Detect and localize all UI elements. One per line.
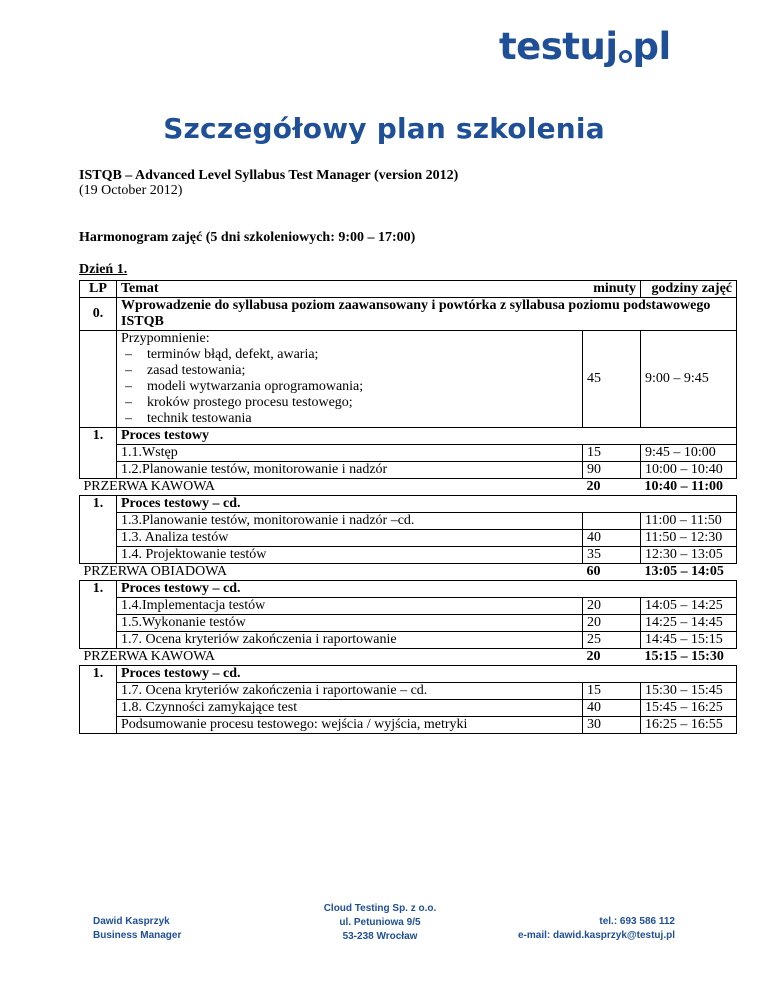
section4-lp: 1. — [80, 666, 117, 683]
table-row: 1.1.Wstęp 15 9:45 – 10:00 — [80, 445, 737, 462]
table-row — [80, 298, 737, 331]
footer-contact-person — [93, 915, 181, 943]
schedule-heading: Harmonogram zajęć (5 dni szkoleniowych: 9:00 – 17:00) — [79, 230, 416, 245]
section4-title: Proces testowy – cd. — [117, 666, 737, 683]
testuj-logo — [499, 22, 699, 72]
section2-lp: 1. — [80, 496, 117, 513]
intro-title: Wprowadzenie do syllabusa poziom zaawansowany i powtórka z syllabusa poziomu podstawowego ISTQB — [117, 298, 737, 331]
intro-hours: 9:00 – 9:45 — [641, 331, 737, 428]
list-item: – technik testowania — [125, 411, 252, 426]
day-label: Dzień 1. — [79, 262, 128, 277]
break-minutes: 20 — [586, 649, 601, 664]
table-row: Podsumowanie procesu testowego: wejścia / wyjścia, metryki 30 16:25 – 16:55 — [80, 717, 737, 734]
table-row: 1.5.Wykonanie testów 20 14:25 – 14:45 — [80, 615, 737, 632]
logo-text-main: testuj — [499, 25, 618, 68]
break-hours: 10:40 – 11:00 — [644, 479, 724, 494]
header-minutes: minuty — [583, 281, 641, 298]
section1-title: Proces testowy — [117, 428, 737, 445]
syllabus-title: ISTQB – Advanced Level Syllabus Test Manager (version 2012) — [79, 168, 459, 183]
magnifier-dot-icon — [619, 50, 632, 63]
break-hours: 15:15 – 15:30 — [644, 649, 724, 664]
section3-title: Proces testowy – cd. — [117, 581, 737, 598]
header-lp: LP — [80, 281, 117, 298]
table-row: 1.4.Implementacja testów 20 14:05 – 14:25 — [80, 598, 737, 615]
schedule-table — [79, 280, 737, 734]
intro-lp: 0. — [80, 298, 117, 331]
footer-email: e-mail: dawid.kasprzyk@testuj.pl — [517, 930, 675, 941]
section1-lp: 1. — [80, 428, 117, 445]
page-title: Szczegółowy plan szkolenia — [163, 112, 605, 145]
break-minutes: 20 — [586, 479, 601, 494]
table-row — [80, 331, 737, 428]
break-hours: 13:05 – 14:05 — [644, 564, 724, 579]
footer-street: ul. Petuniowa 9/5 — [339, 917, 421, 928]
break-label: PRZERWA OBIADOWA — [83, 564, 228, 579]
section3-lp: 1. — [80, 581, 117, 598]
break-row — [80, 649, 737, 666]
list-item: – kroków prostego procesu testowego; — [125, 395, 353, 410]
table-row — [80, 428, 737, 445]
table-row: 1.8. Czynności zamykające test 40 15:45 – 16:25 — [80, 700, 737, 717]
table-row: 1.3.Planowanie testów, monitorowanie i nadzór –cd. 11:00 – 11:50 — [80, 513, 737, 530]
table-row: 1.3. Analiza testów 40 11:50 – 12:30 — [80, 530, 737, 547]
syllabus-date: (19 October 2012) — [79, 183, 183, 198]
table-row: 1.2.Planowanie testów, monitorowanie i nadzór 90 10:00 – 10:40 — [80, 462, 737, 479]
section2-title: Proces testowy – cd. — [117, 496, 737, 513]
table-header-row — [80, 281, 737, 298]
break-row — [80, 564, 737, 581]
table-row — [80, 666, 737, 683]
header-hours: godziny zajęć — [641, 281, 737, 298]
intro-recall-label: Przypomnienie: — [121, 331, 210, 346]
footer-role: Business Manager — [93, 930, 182, 941]
break-row — [80, 479, 737, 496]
list-item: – zasad testowania; — [125, 363, 246, 378]
footer-company-name: Cloud Testing Sp. z o.o. — [323, 903, 437, 914]
footer-name: Dawid Kasprzyk — [93, 916, 170, 927]
break-minutes: 60 — [586, 564, 601, 579]
table-row: 1.7. Ocena kryteriów zakończenia i raportowanie 25 14:45 – 15:15 — [80, 632, 737, 649]
footer-phone: tel.: 693 586 112 — [599, 916, 675, 927]
footer-city: 53-238 Wrocław — [342, 931, 418, 942]
list-item: – modeli wytwarzania oprogramowania; — [125, 379, 364, 394]
footer-contact-details — [518, 915, 675, 943]
table-row: 1.7. Ocena kryteriów zakończenia i raportowanie – cd. 15 15:30 – 15:45 — [80, 683, 737, 700]
list-item: – terminów błąd, defekt, awaria; — [125, 347, 319, 362]
footer-company — [300, 902, 460, 944]
logo-text-suffix: pl — [632, 25, 671, 68]
header-topic: Temat — [117, 281, 583, 298]
break-label: PRZERWA KAWOWA — [83, 479, 215, 494]
intro-recall-block — [117, 331, 583, 428]
intro-minutes: 45 — [583, 331, 641, 428]
table-row — [80, 581, 737, 598]
table-row — [80, 496, 737, 513]
table-row: 1.4. Projektowanie testów 35 12:30 – 13:05 — [80, 547, 737, 564]
break-label: PRZERWA KAWOWA — [83, 649, 215, 664]
